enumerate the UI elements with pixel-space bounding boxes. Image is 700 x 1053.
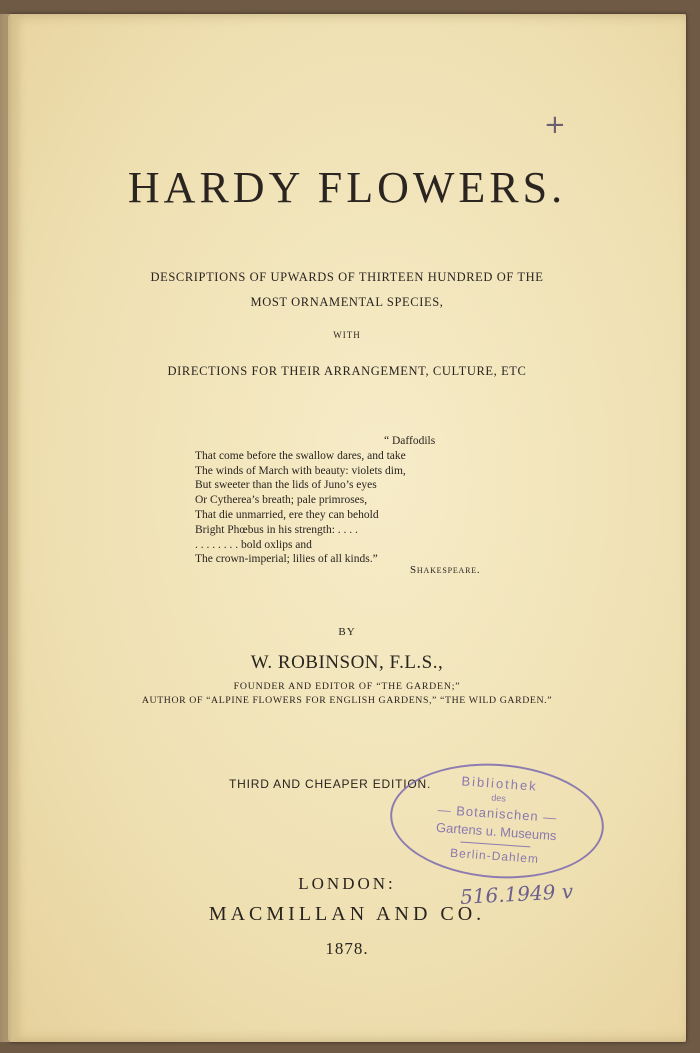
epigraph: [195, 434, 435, 567]
edition-label: THIRD AND CHEAPER EDITION.: [229, 777, 432, 791]
author-role-2: AUTHOR OF “ALPINE FLOWERS FOR ENGLISH GARDENS,” “THE WILD GARDEN.”: [141, 695, 553, 706]
epigraph-line: Bright Phœbus in his strength: . . . .: [195, 523, 358, 536]
subtitle-line-2: MOST ORNAMENTAL SPECIES,: [250, 295, 444, 309]
stamp-line-5: Berlin-Dahlem: [449, 845, 540, 867]
book-title: HARDY FLOWERS.: [127, 163, 567, 212]
stamp-line-2: des: [491, 792, 507, 804]
author-role-1: FOUNDER AND EDITOR OF “THE GARDEN;”: [233, 681, 461, 692]
title-page: [8, 14, 686, 1042]
epigraph-line: That come before the swallow dares, and take: [195, 449, 406, 462]
subtitle-line-1: DESCRIPTIONS OF UPWARDS OF THIRTEEN HUNDRED OF THE: [150, 270, 544, 284]
imprint-publisher: MACMILLAN AND CO.: [208, 903, 486, 925]
author-name: W. ROBINSON, F.L.S.,: [250, 652, 444, 673]
by-label: BY: [338, 626, 356, 638]
epigraph-line: The crown-imperial; lilies of all kinds.”: [195, 553, 378, 566]
pencil-cross-mark: +: [544, 110, 566, 140]
epigraph-line: The winds of March with beauty: violets dim,: [195, 464, 406, 477]
stamp-line-3: — Botanischen —: [437, 801, 558, 826]
epigraph-line: “ Daffodils: [384, 435, 436, 447]
book-spine-edge: [0, 14, 22, 1042]
epigraph-attribution: Shakespeare.: [410, 564, 481, 576]
epigraph-line: But sweeter than the lids of Juno’s eyes: [195, 479, 377, 492]
library-stamp: [386, 757, 607, 886]
subtitle-line-3: DIRECTIONS FOR THEIR ARRANGEMENT, CULTURE, ETC: [167, 364, 527, 378]
epigraph-line: That die unmarried, ere they can behold: [195, 508, 379, 521]
imprint-city: LONDON:: [298, 874, 396, 893]
stamp-line-1: Bibliothek: [460, 773, 539, 794]
epigraph-line: Or Cytherea’s breath; pale primroses,: [195, 494, 368, 507]
imprint-year: 1878.: [325, 939, 369, 958]
subtitle-with: WITH: [333, 330, 361, 340]
pencil-shelf-note: 516.1949 v: [459, 879, 574, 909]
epigraph-line: . . . . . . . . bold oxlips and: [195, 538, 312, 551]
stamp-line-4: Gartens u. Museums: [435, 819, 557, 844]
